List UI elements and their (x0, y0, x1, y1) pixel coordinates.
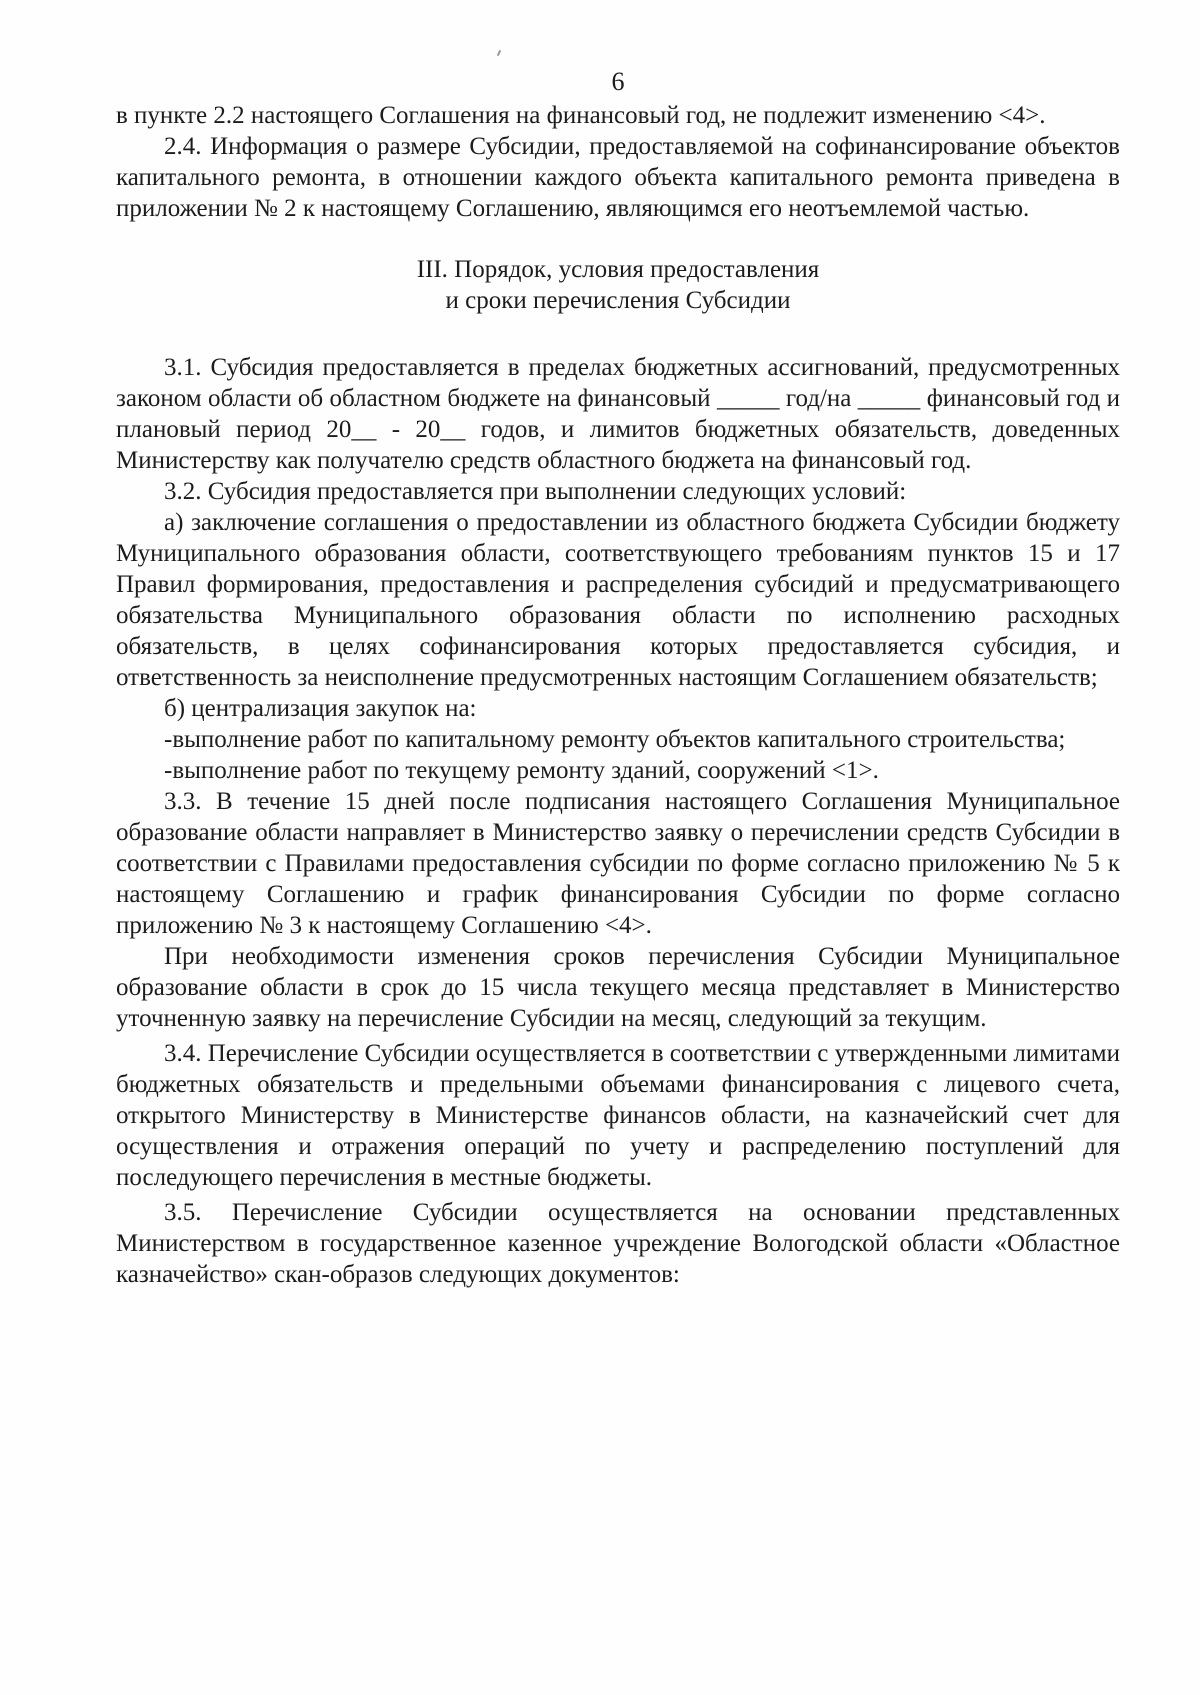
document-body (116, 100, 1120, 1290)
section-heading-line-1: III. Порядок, условия предоставления (416, 256, 820, 283)
paragraph-3-2-b-item-1: -выполнение работ по капитальному ремонту объектов капитального строительства; (164, 726, 1066, 753)
paragraph-continuation: в пункте 2.2 настоящего Соглашения на финансовый год, не подлежит изменению <4>. (116, 102, 1046, 129)
paragraph-3-3-continued: При необходимости изменения сроков перечисления Субсидии Муниципальное образование области в срок до 15 числа текущего месяца представляет в Министерство уточненную заявку на перечисление Субсидии на месяц, следующий за текущим. (116, 943, 1120, 1032)
paragraph-3-4: 3.4. Перечисление Субсидии осуществляется в соответствии с утвержденными лимитами бюджетных обязательств и предельными объемами финансирования с лицевого счета, открытого Министерству в Министерстве финансов области, на казначейский счет для осуществления и отражения операций по учету и распределению поступлений для последующего перечисления в местные бюджеты. (116, 1040, 1121, 1191)
paragraph-3-2: 3.2. Субсидия предоставляется при выполнении следующих условий: (164, 478, 907, 505)
section-heading (116, 254, 1120, 316)
paragraph-3-5: 3.5. Перечисление Субсидии осуществляется на основании представленных Министерством в государственное казенное учреждение Вологодской области «Областное казначейство» скан-образов следующих документов: (116, 1199, 1120, 1288)
scan-speck (497, 50, 501, 56)
section-heading-line-2: и сроки перечисления Субсидии (445, 287, 791, 314)
paragraph-3-2-b-item-2: -выполнение работ по текущему ремонту зданий, сооружений <1>. (164, 757, 879, 784)
paragraph-3-2-b: б) централизация закупок на: (164, 695, 477, 722)
paragraph-3-1: 3.1. Субсидия предоставляется в пределах бюджетных ассигнований, предусмотренных законом области об областном бюджете на финансовый _____ год/на _____ финансовый год и плановый период 20__ - 20__ годов, и лимитов бюджетных обязательств, доведенных Министерству как получателю средств областного бюджета на финансовый год. (116, 354, 1120, 474)
paragraph-2-4: 2.4. Информация о размере Субсидии, предоставляемой на софинансирование объектов капитального ремонта, в отношении каждого объекта капитального ремонта приведена в приложении № 2 к настоящему Соглашению, являющимся его неотъемлемой частью. (116, 133, 1120, 222)
paragraph-3-3: 3.3. В течение 15 дней после подписания настоящего Соглашения Муниципальное образование области направляет в Министерство заявку о перечислении средств Субсидии в соответствии с Правилами предоставления субсидии по форме согласно приложению № 5 к настоящему Соглашению и график финансирования Субсидии по форме согласно приложению № 3 к настоящему Соглашению <4>. (116, 788, 1120, 939)
page-number: 6 (611, 67, 625, 96)
paragraph-3-2-a: а) заключение соглашения о предоставлении из областного бюджета Субсидии бюджету Муниципального образования области, соответствующего требованиям пунктов 15 и 17 Правил формирования, предоставления и распределения субсидий и предусматривающего обязательства Муниципального образования области по исполнению расходных обязательств, в целях софинансирования которых предоставляется субсидия, и ответственность за неисполнение предусмотренных настоящим Соглашением обязательств; (116, 509, 1120, 691)
